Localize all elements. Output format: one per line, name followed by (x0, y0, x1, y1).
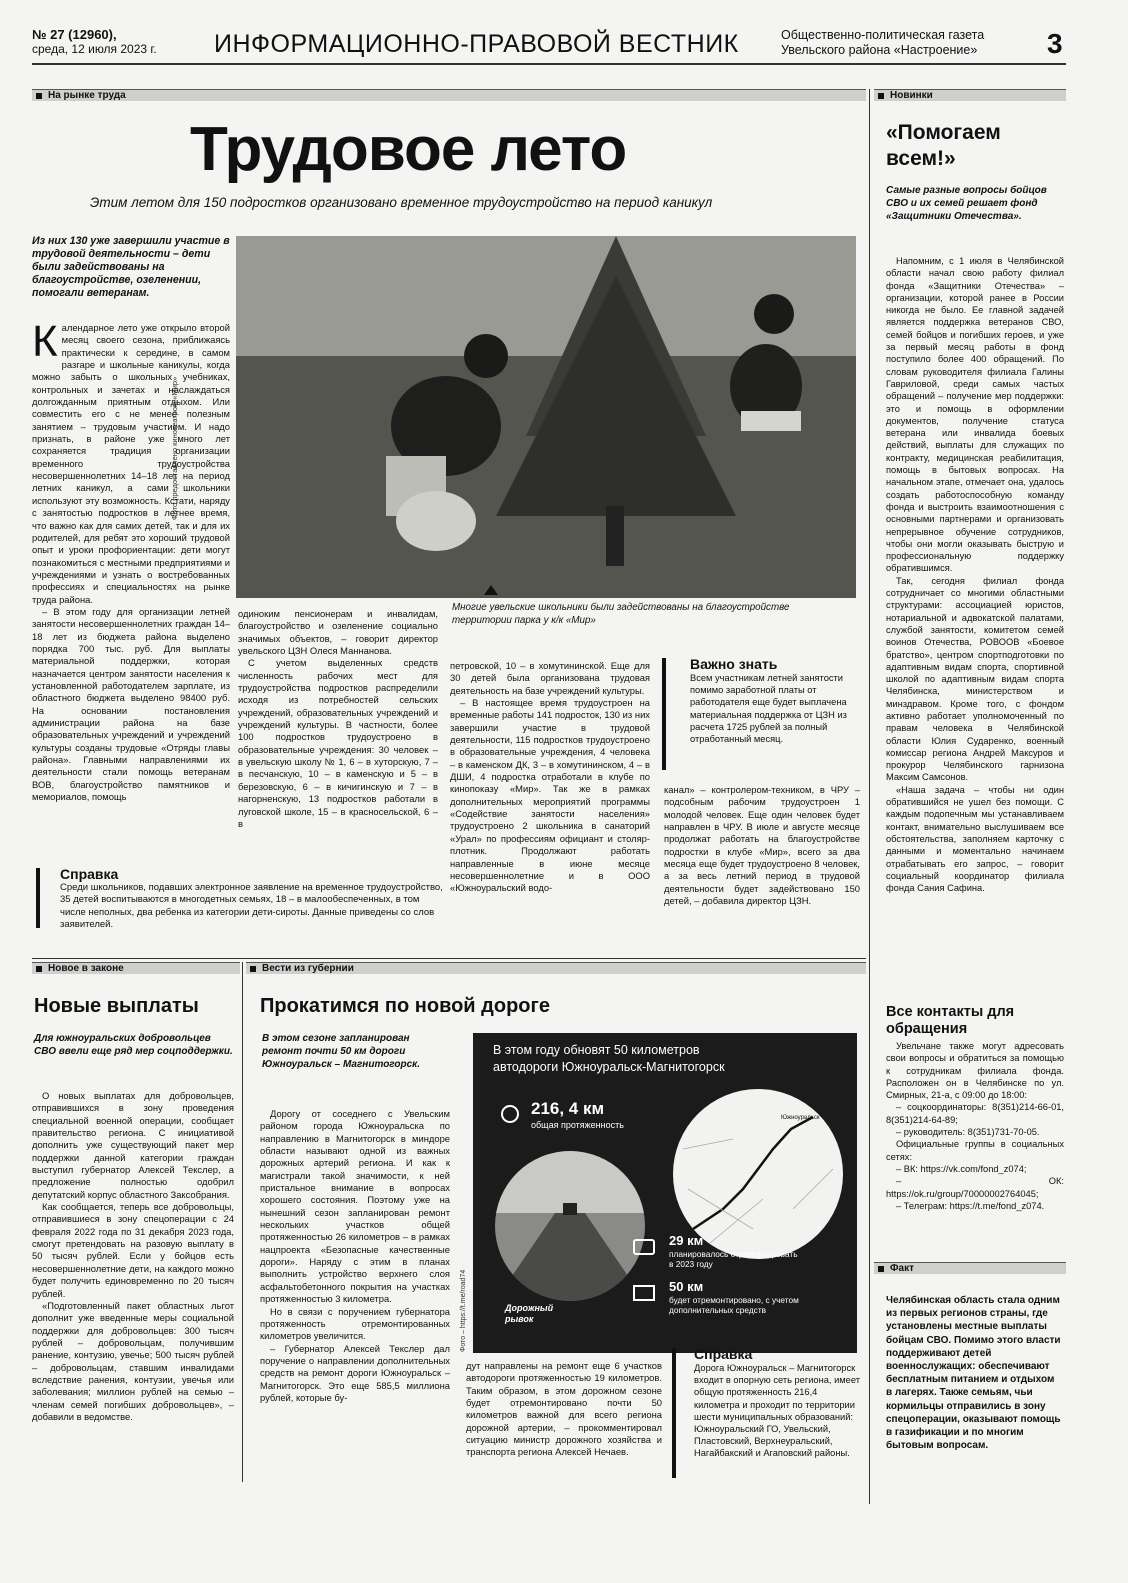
issue-number: № 27 (12960), (32, 27, 117, 42)
road-infographic (473, 1033, 857, 1353)
road-pin-icon (501, 1105, 519, 1123)
paragraph: петровской, 10 – в хомутининской. Еще для 30 детей была организована трудовая деятельность на базе учреждений культуры. (450, 660, 650, 696)
important-box (662, 656, 858, 745)
stat2-label: планировалось отремонтировать в 2023 году (669, 1249, 798, 1269)
stat2-value: 29 км (669, 1233, 704, 1248)
road-title: Прокатимся по новой дороге (260, 995, 550, 1017)
road-photo (495, 1151, 645, 1301)
sidebar-title: «Помогаем всем!» (886, 121, 1001, 170)
sidebar-body (886, 255, 1064, 894)
infographic-title-line1: В этом году обновят 50 километров (493, 1043, 700, 1057)
infographic-credit: Фото – https://t.me/road74 (460, 1269, 467, 1352)
paper-name-line2: Увельского района «Настроение» (781, 43, 978, 57)
stat3-value: 50 км (669, 1279, 704, 1294)
road-column-2 (466, 1360, 662, 1459)
paragraph: Увельчане также могут адресовать свои вопросы и обратиться за помощью к сотрудникам филиала фонда. Расположен он в Челябинске по ул. Смирных, 21-а, с 09:00 до 18:00: (886, 1041, 1064, 1101)
paragraph: Дорогу от соседнего с Увельским районом города Южноуральска по направлению в Магнитогорск в миндоре области называют одной из важных дорожных артерий региона. И как к магистрали такой значимости, к ней пристальное внимание в вопросах хорошего состояния. Поэтому уже на нынешний сезон запланирован ремонт нескольких участков общей протяженностью 26 километров – в рамках нацпроекта «Безопасные качественные дороги». Наряду с этим в планах выполнить устройство верхнего слоя асфальтобетонного покрытия на участках протяженностью 3 километра. (260, 1108, 450, 1305)
article-photo (236, 236, 856, 598)
issue-date: среда, 12 июля 2023 г. (32, 42, 157, 56)
article-column-1 (32, 317, 230, 803)
reference-title: Справка (60, 866, 119, 882)
road-reference-text: Дорога Южноуральск – Магнитогорск входит в опорную сеть региона, имеет общую протяженность 216,4 километра и проходит по территории шести муниципальных образований: Южноуральский ГО, Увельский, Пластовский, Верхнеуральский, Нагайбакский и Агаповский районы. (694, 1363, 860, 1459)
stat3-label: будет отремонтировано, с учетом дополнительных средств (669, 1295, 799, 1315)
reference-text: Среди школьников, подавших электронное заявление на временное трудоустройство, 35 детей воспитываются в многодетных семьях, 18 – в малообеспеченных, в том числе неполных, два ребенка из категории дети-сироты. Данные приведены со слов заявителей. (60, 882, 443, 931)
infographic-title-line2: автодороги Южноуральск-Магнитогорск (493, 1060, 725, 1074)
reference-box (44, 866, 444, 932)
article-lead: Из них 130 уже завершили участие в трудовой деятельности – дети были задействованы на благоустройстве, озеленении, помогали ветеранам. (32, 235, 230, 299)
contact-link[interactable]: – Телеграм: https://t.me/fond_z074. (896, 1200, 1045, 1211)
paragraph: – В этом году для организации летней занятости несовершеннолетних граждан 14–18 лет из бюджета района выделено порядка 700 тыс. руб. Для выплаты материальной поддержки, которая назначается центром занятости населения к установленной работодателем зарплате, из областного бюджета выделено 98400 руб. На основании постановления администрации района на базе образовательных учреждений и учреждений культуры созданы трудовые «Отряды главы района». Главными направлениями их деятельности стали помощь ветеранам ВОВ, благоустройство памятников и мемориалов, помощь (32, 605, 230, 803)
fact-rubric-bar (874, 1262, 1066, 1274)
paragraph: одиноким пенсионерам и инвалидам, благоустройство и озеленение социально значимых объектов, – говорит директор увельского ЦЗН Олеся Маннанова. (238, 608, 438, 657)
section-rule (32, 958, 866, 959)
contact-link[interactable]: – ВК: https://vk.com/fond_z074; (896, 1163, 1027, 1174)
important-title: Важно знать (690, 656, 778, 672)
stat1-label: общая протяженность (531, 1120, 624, 1130)
paragraph: Так, сегодня филиал фонда сотрудничает со многими областными структурами: ассоциацией юристов, нотариальной и адвокатской палатами, службой занятости, комитетом семей воинов Отечества, РОВООВ «Боевое братство», центром спортподготовки по адаптивным видам спорта, спортивной школой по адаптивным видам спорта Челябинска, министерством и минздравом. Кроме того, с фондом активно работает уполномоченный по правам человека в Челябинской области Юлия Сударенко, военный комиссар региона Андрей Максуров и прокурор Челябинского гарнизона Максим Самсонов. (886, 575, 1064, 783)
header-rule (32, 63, 1066, 65)
contact-link[interactable]: – ОК: https://ok.ru/group/70000002764045; (886, 1176, 1064, 1199)
road-column-1 (260, 1108, 450, 1404)
paragraph: Официальные группы в социальных сетях: (886, 1139, 1064, 1162)
roller-icon (633, 1239, 655, 1255)
column-divider (869, 89, 870, 1504)
paragraph: О новых выплатах для добровольцев, отправившихся в зону проведения специальной военной операции, сообщает правительство региона. С инициативой дополнить уже существующий пакет мер поддержки данной категории граждан выступил губернатор Алексей Текслер, а предложение полностью одобрил депутатский корпус областного Заксобрания. (32, 1090, 234, 1200)
photo-credit: Фото предоставлено кинотеатром «Мир» (170, 376, 179, 520)
page-number: 3 (1047, 28, 1063, 59)
article-column-4 (664, 784, 860, 907)
law-lead: Для южноуральских добровольцев СВО ввели еще ряд мер соцподдержки. (34, 1033, 233, 1057)
paragraph: – Губернатор Алексей Текслер дал поручение о направлении дополнительных средств на ремонт дороги Южноуральск – Магнитогорск. Это еще 585,5 миллиона рублей, которые бу- (260, 1342, 450, 1403)
photo-pointer-icon (484, 585, 498, 595)
column-divider (242, 962, 243, 1482)
fact-text: Челябинская область стала одним из первых регионов страны, где установлены местные выплаты бойцам СВО. Помимо этого власти поддерживают детей военнослужащих: обеспечивают бесплатным питанием и отдыхом в лагерях. Также семьям, чьи кормильцы отправились в зону спецоперации, оказывают помощь в газификации и по многим бытовым вопросам. (886, 1295, 1061, 1452)
paragraph: – В настоящее время трудоустроен на временные работы 141 подросток, 130 из них завершили участие в трудовой деятельности, 115 подростков трудоустроено в образовательные учреждения, 4 человека – в каменском ДК, 3 – в хомутининском, 4 – в ДШИ, 4 подростка отработали в клубе по кинопоказу «Мир». Так же в рамках дополнительных мероприятий программы «Содействие занятости населения» трудоустроено 2 школьника в санаторий «Урал» по профессиям официант и столяр-плотник. Продолжают работать направленные в июне месяце несовершеннолетние и в ООО «Южноуральский водо- (450, 697, 650, 894)
paragraph: Как сообщается, теперь все добровольцы, отправившиеся в зону спецоперации с 24 февраля 2022 года по 31 декабря 2023 года, смогут претендовать на разовую выплату в 50 тысяч рублей. Если у бойцов есть несовершеннолетние дети, на каждого можно будет получить единовременно по 20 тысяч рублей. (32, 1201, 234, 1299)
contact-phone: – руководитель: 8(351)731-70-05. (896, 1127, 1040, 1138)
map-label: Южноуральск (781, 1115, 820, 1121)
paragraph: С учетом выделенных средств численность рабочих мест для трудоустройства подростков распределили исходя из потребностей сельских учреждений, образовательных учреждений и учреждений культуры. В частности, более 100 подростков трудоустроено в образовательные учреждения: 30 человек – в увельскую школу № 1, 6 – в хуторскую, 7 – в песчанскую, 10 – в каменскую и 5 – в березовскую, 6 – в кичигинскую и 7 – в нагорненскую, 13 подростков работали в луговской школе, 15 – в красносельской, 6 – в (238, 657, 438, 829)
road-rubric-label: Вести из губернии (262, 963, 354, 974)
important-text: Всем участникам летней занятости помимо заработной платы от работодателя еще будет выплачена материальная поддержка от ЦЗН из расчета 1725 рублей за полный отработанный месяц. (690, 673, 847, 745)
paragraph: алендарное лето уже открыло второй месяц своего сезона, приближаясь практически к середине, в самом разгаре и школьные каникулы, когда можно забыть о школьных учебниках, контрольных и зачетах и наслаждаться долгожданным приятным отдыхом. Или совместить его с не менее полезным занятием – трудовым участием. И надо признать, в районе уже много лет сохраняется традиция организации временного трудоустройства несовершеннолетних 14–18 лет на период летних каникул, а сами школьники используют эту возможность. Кстати, наряду с занятостью подростков в летнее время, что важно как для самих детей, так и для их родителей, для ребят это хороший трудовой опыт и уроки профориентации: дети могут познакомиться с местными предприятиями и учреждениями и узнать о востребованных профессиях и специальностях на рынке труда района. (32, 322, 230, 605)
paragraph: канал» – контролером-техником, в ЧРУ – подсобным рабочим трудоустроен 1 молодой человек. Еще один человек будет направлен в ЧРУ. В июле и августе месяце продолжат работать на благоустройстве подростки в клубе «Мир», всего за два месяца еще будет трудоустроено 8 человек, а за весь летний период в трудовой деятельности будет задействовано 150 детей, – добавила директор ЦЗН. (664, 784, 860, 907)
stat1-value: 216, 4 км (531, 1099, 605, 1118)
rubric-bar (32, 89, 866, 101)
contacts-body (886, 1040, 1064, 1212)
road-rubric-bar (246, 962, 866, 974)
law-body (32, 1090, 234, 1423)
sidebar-lead: Самые разные вопросы бойцов СВО и их семей решает фонд «Защитники Отечества». (886, 185, 1047, 222)
contact-phone: – соцкоординаторы: 8(351)214-66-01, 8(351)214-64-89; (886, 1102, 1064, 1125)
article-title: Трудовое лето (190, 115, 627, 184)
paragraph: дут направлены на ремонт еще 6 участков автодороги протяженностью 19 километров. Таким образом, в этом дорожном сезоне будет отремонтировано почти 50 километров важной для всего региона дорожной артерии, – прокомментировал ситуацию министр дорожного хозяйства и транспорта региона Алексей Нечаев. (466, 1360, 662, 1458)
road-reference-title: Справка (694, 1346, 753, 1362)
photo-caption: Многие увельские школьники были задействованы на благоустройстве территории парка у к/к «Мир» (452, 602, 790, 626)
fact-rubric-label: Факт (890, 1263, 914, 1274)
sidebar-rubric-bar (874, 89, 1066, 101)
money-icon (633, 1285, 655, 1301)
paragraph: «Подготовленный пакет областных льгот дополнит уже введенные меры социальной поддержки для добровольцев: 300 тысяч рублей – добровольцам, получившим ранение, контузию, увечье; 500 тысяч рублей – добровольцам, ставшим инвалидами вследствие ранения, контузии, увечья или заболевания; миллион рублей на семью – членам семей погибших добровольцев», – добавили в ведомстве. (32, 1299, 234, 1422)
law-title: Новые выплаты (34, 995, 199, 1017)
law-rubric-label: Новое в законе (48, 963, 124, 974)
drop-cap: К (32, 317, 58, 366)
contacts-title: Все контакты для обращения (886, 1004, 1015, 1037)
road-reference-box (672, 1346, 862, 1460)
article-column-2 (238, 608, 438, 830)
sidebar-rubric-label: Новинки (890, 90, 933, 101)
paragraph: Но в связи с поручением губернатора протяженность отремонтированных километров увеличится. (260, 1305, 450, 1342)
article-subtitle: Этим летом для 150 подростков организовано временное трудоустройство на период каникул (90, 195, 713, 210)
article-column-3 (450, 660, 650, 895)
paragraph: Напомним, с 1 июля в Челябинской области начал свою работу филиал фонда «Защитники Отечества» – организации, которой ранее в России никогда не было. Ее главной задачей является поддержка ветеранов СВО, семей бойцов и погибших героев, и уже за первый месяц работы в фонд поступило более 400 обращений. По словам руководителя филиала Галины Гавриловой, среди самых частых обращений – получение мер поддержки: это и помощь в оформлении документов, получение статуса ветерана или инвалида боевых действий, выплаты для служащих по контракту, медицинская реабилитация, помощь в бытовых вопросах. На начальном этапе, отмечает она, удалось создать работоспособную команду фонда и выстроить взаимоотношения с основными партнерами и организовать непрерывное обучение сотрудников, чтобы они могли оказывать быструю и профессиональную поддержку обратившимся. (886, 256, 1064, 574)
paper-name-line1: Общественно-политическая газета (781, 28, 985, 42)
paragraph: «Наша задача – чтобы ни один обратившийся не ушел без помощи. С каждым подопечным мы устанавливаем контакт, внимательно выслушиваем все обстоятельства, заполняем карточку с данными и моментально начинаем отрабатывать его запрос, – говорит социальный координатор филиала фонда Сания Сафина. (886, 784, 1064, 894)
section-title: ИНФОРМАЦИОННО-ПРАВОВОЙ ВЕСТНИК (214, 30, 739, 58)
logo-text: Дорожный рывок (505, 1303, 554, 1324)
road-lead: В этом сезоне запланирован ремонт почти 50 км дороги Южноуральск – Магнитогорск. (262, 1033, 421, 1070)
rubric-label: На рынке труда (48, 90, 126, 101)
law-rubric-bar (32, 962, 240, 974)
